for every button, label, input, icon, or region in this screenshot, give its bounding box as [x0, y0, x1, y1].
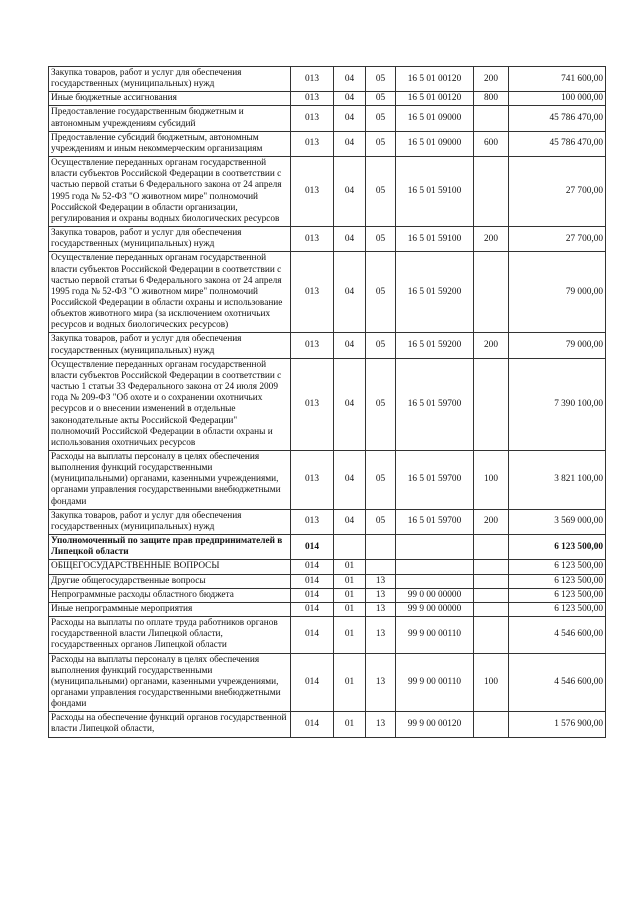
amount-cell: 79 000,00 [509, 252, 606, 333]
amount-cell: 4 546 600,00 [509, 617, 606, 653]
subsection-code-cell: 05 [366, 92, 396, 106]
subsection-code-cell: 05 [366, 451, 396, 510]
target-article-cell [396, 574, 474, 588]
table-row [49, 617, 606, 653]
amount-cell: 3 821 100,00 [509, 451, 606, 510]
expense-name-cell: Расходы на выплаты персоналу в целях обеспечения выполнения функций государственными (муниципальными) органами, казенными учреждениями, органами управления государственными внебюджетными фондами [49, 653, 291, 712]
ministry-code-cell: 014 [291, 617, 334, 653]
subsection-code-cell: 05 [366, 106, 396, 131]
table-row [49, 227, 606, 252]
section-code-cell: 04 [334, 252, 366, 333]
expense-name-cell: Расходы на обеспечение функций органов государственной власти Липецкой области, [49, 712, 291, 737]
ministry-code-cell: 013 [291, 157, 334, 227]
expense-type-cell: 600 [474, 131, 509, 156]
subsection-code-cell: 05 [366, 157, 396, 227]
amount-cell: 45 786 470,00 [509, 131, 606, 156]
subsection-code-cell: 05 [366, 509, 396, 534]
target-article-cell [396, 535, 474, 560]
section-code-cell: 04 [334, 92, 366, 106]
table-body [49, 67, 606, 738]
section-code-cell: 04 [334, 509, 366, 534]
ministry-code-cell: 013 [291, 252, 334, 333]
expense-name-cell: Расходы на выплаты по оплате труда работников органов государственной власти Липецкой области, государственных органов Липецкой области [49, 617, 291, 653]
table-row [49, 588, 606, 602]
table-row [49, 358, 606, 450]
section-code-cell: 01 [334, 574, 366, 588]
section-code-cell: 04 [334, 106, 366, 131]
section-code-cell: 01 [334, 712, 366, 737]
expense-name-cell: Осуществление переданных органам государственной власти субъектов Российской Федерации в соответствии с частью 1 статьи 33 Федерального закона от 24 июля 2009 года № 209-ФЗ "Об охоте и о сохранении охотничьих ресурсов и о внесении изменений в отдельные законодательные акты Российской Федерации" полномочий Российской Федерации в области охраны и использования охотничьих ресурсов [49, 358, 291, 450]
expense-name-cell: Закупка товаров, работ и услуг для обеспечения государственных (муниципальных) нужд [49, 67, 291, 92]
amount-cell: 4 546 600,00 [509, 653, 606, 712]
section-code-cell: 04 [334, 333, 366, 358]
section-code-cell: 04 [334, 157, 366, 227]
subsection-code-cell: 05 [366, 358, 396, 450]
amount-cell: 100 000,00 [509, 92, 606, 106]
expense-type-cell [474, 602, 509, 616]
expense-type-cell [474, 157, 509, 227]
expense-name-cell: Непрограммные расходы областного бюджета [49, 588, 291, 602]
expense-type-cell [474, 617, 509, 653]
expense-name-cell: Иные бюджетные ассигнования [49, 92, 291, 106]
target-article-cell: 16 5 01 59700 [396, 358, 474, 450]
target-article-cell: 99 9 00 00110 [396, 653, 474, 712]
expense-name-cell: Предоставление государственным бюджетным и автономным учреждениям субсидий [49, 106, 291, 131]
target-article-cell: 99 9 00 00000 [396, 602, 474, 616]
subsection-code-cell: 13 [366, 574, 396, 588]
amount-cell: 79 000,00 [509, 333, 606, 358]
subsection-code-cell [366, 560, 396, 574]
table-row [49, 712, 606, 737]
table-row [49, 574, 606, 588]
amount-cell: 741 600,00 [509, 67, 606, 92]
table-row [49, 106, 606, 131]
subsection-code-cell: 05 [366, 67, 396, 92]
ministry-code-cell: 014 [291, 653, 334, 712]
expense-type-cell: 200 [474, 333, 509, 358]
ministry-code-cell: 013 [291, 451, 334, 510]
ministry-code-cell: 014 [291, 574, 334, 588]
ministry-code-cell: 013 [291, 509, 334, 534]
ministry-code-cell: 014 [291, 535, 334, 560]
section-code-cell: 04 [334, 67, 366, 92]
subsection-code-cell: 13 [366, 653, 396, 712]
target-article-cell: 99 9 00 00110 [396, 617, 474, 653]
amount-cell: 27 700,00 [509, 157, 606, 227]
expense-name-cell: Иные непрограммные мероприятия [49, 602, 291, 616]
ministry-code-cell: 013 [291, 131, 334, 156]
table-row [49, 602, 606, 616]
expense-name-cell: Расходы на выплаты персоналу в целях обеспечения выполнения функций государственными (муниципальными) органами, казенными учреждениями, органами управления государственными внебюджетными фондами [49, 451, 291, 510]
expense-type-cell [474, 712, 509, 737]
section-code-cell: 04 [334, 451, 366, 510]
target-article-cell: 16 5 01 09000 [396, 106, 474, 131]
ministry-code-cell: 014 [291, 602, 334, 616]
section-code-cell: 01 [334, 602, 366, 616]
ministry-code-cell: 014 [291, 588, 334, 602]
section-code-cell: 01 [334, 588, 366, 602]
ministry-code-cell: 013 [291, 92, 334, 106]
expense-name-cell: Закупка товаров, работ и услуг для обеспечения государственных (муниципальных) нужд [49, 333, 291, 358]
expense-type-cell: 200 [474, 227, 509, 252]
target-article-cell: 16 5 01 59100 [396, 227, 474, 252]
target-article-cell: 16 5 01 00120 [396, 92, 474, 106]
table-row [49, 653, 606, 712]
table-row [49, 67, 606, 92]
target-article-cell: 16 5 01 59200 [396, 252, 474, 333]
table-row [49, 252, 606, 333]
amount-cell: 45 786 470,00 [509, 106, 606, 131]
expense-type-cell: 200 [474, 509, 509, 534]
subsection-code-cell: 13 [366, 712, 396, 737]
expense-type-cell [474, 560, 509, 574]
table-row [49, 92, 606, 106]
target-article-cell: 99 0 00 00000 [396, 588, 474, 602]
amount-cell: 27 700,00 [509, 227, 606, 252]
target-article-cell: 16 5 01 59700 [396, 509, 474, 534]
expense-type-cell: 100 [474, 653, 509, 712]
section-code-cell [334, 535, 366, 560]
amount-cell: 6 123 500,00 [509, 602, 606, 616]
target-article-cell: 16 5 01 59100 [396, 157, 474, 227]
subsection-code-cell: 05 [366, 252, 396, 333]
expense-name-cell: Уполномоченный по защите прав предпринимателей в Липецкой области [49, 535, 291, 560]
subsection-code-cell: 13 [366, 602, 396, 616]
amount-cell: 6 123 500,00 [509, 535, 606, 560]
subsection-code-cell: 05 [366, 227, 396, 252]
subsection-code-cell [366, 535, 396, 560]
expense-type-cell: 800 [474, 92, 509, 106]
expense-name-cell: ОБЩЕГОСУДАРСТВЕННЫЕ ВОПРОСЫ [49, 560, 291, 574]
expense-type-cell [474, 106, 509, 131]
amount-cell: 6 123 500,00 [509, 574, 606, 588]
ministry-code-cell: 013 [291, 106, 334, 131]
expense-type-cell [474, 588, 509, 602]
target-article-cell [396, 560, 474, 574]
section-code-cell: 01 [334, 653, 366, 712]
subsection-code-cell: 13 [366, 617, 396, 653]
section-code-cell: 04 [334, 358, 366, 450]
section-code-cell: 04 [334, 131, 366, 156]
expense-type-cell [474, 358, 509, 450]
amount-cell: 6 123 500,00 [509, 560, 606, 574]
amount-cell: 3 569 000,00 [509, 509, 606, 534]
target-article-cell: 99 9 00 00120 [396, 712, 474, 737]
table-row [49, 333, 606, 358]
expense-name-cell: Осуществление переданных органам государственной власти субъектов Российской Федерации в соответствии с частью первой статьи 6 Федерального закона от 24 апреля 1995 года № 52-ФЗ "О животном мире" полномочий Российской Федерации в области организации, регулирования и охраны водных биологических ресурсов [49, 157, 291, 227]
amount-cell: 6 123 500,00 [509, 588, 606, 602]
amount-cell: 1 576 900,00 [509, 712, 606, 737]
expense-type-cell: 100 [474, 451, 509, 510]
expense-type-cell: 200 [474, 67, 509, 92]
ministry-code-cell: 013 [291, 358, 334, 450]
target-article-cell: 16 5 01 09000 [396, 131, 474, 156]
expense-type-cell [474, 252, 509, 333]
table-row [49, 509, 606, 534]
table-row [49, 560, 606, 574]
expense-name-cell: Осуществление переданных органам государственной власти субъектов Российской Федерации в соответствии с частью первой статьи 6 Федерального закона от 24 апреля 1995 года № 52-ФЗ "О животном мире" полномочий Российской Федерации в области охраны и использование объектов животного мира (за исключением охотничьих ресурсов и водных биологических ресурсов) [49, 252, 291, 333]
budget-table [48, 66, 606, 738]
subsection-code-cell: 05 [366, 333, 396, 358]
expense-name-cell: Предоставление субсидий бюджетным, автономным учреждениям и иным некоммерческим организациям [49, 131, 291, 156]
expense-type-cell [474, 574, 509, 588]
ministry-code-cell: 014 [291, 712, 334, 737]
target-article-cell: 16 5 01 59700 [396, 451, 474, 510]
section-code-cell: 04 [334, 227, 366, 252]
table-row [49, 451, 606, 510]
table-row [49, 535, 606, 560]
ministry-code-cell: 013 [291, 67, 334, 92]
table-row [49, 157, 606, 227]
target-article-cell: 16 5 01 59200 [396, 333, 474, 358]
subsection-code-cell: 05 [366, 131, 396, 156]
ministry-code-cell: 014 [291, 560, 334, 574]
ministry-code-cell: 013 [291, 333, 334, 358]
expense-name-cell: Другие общегосударственные вопросы [49, 574, 291, 588]
table-row [49, 131, 606, 156]
subsection-code-cell: 13 [366, 588, 396, 602]
target-article-cell: 16 5 01 00120 [396, 67, 474, 92]
expense-name-cell: Закупка товаров, работ и услуг для обеспечения государственных (муниципальных) нужд [49, 509, 291, 534]
amount-cell: 7 390 100,00 [509, 358, 606, 450]
expense-type-cell [474, 535, 509, 560]
expense-name-cell: Закупка товаров, работ и услуг для обеспечения государственных (муниципальных) нужд [49, 227, 291, 252]
section-code-cell: 01 [334, 617, 366, 653]
ministry-code-cell: 013 [291, 227, 334, 252]
section-code-cell: 01 [334, 560, 366, 574]
